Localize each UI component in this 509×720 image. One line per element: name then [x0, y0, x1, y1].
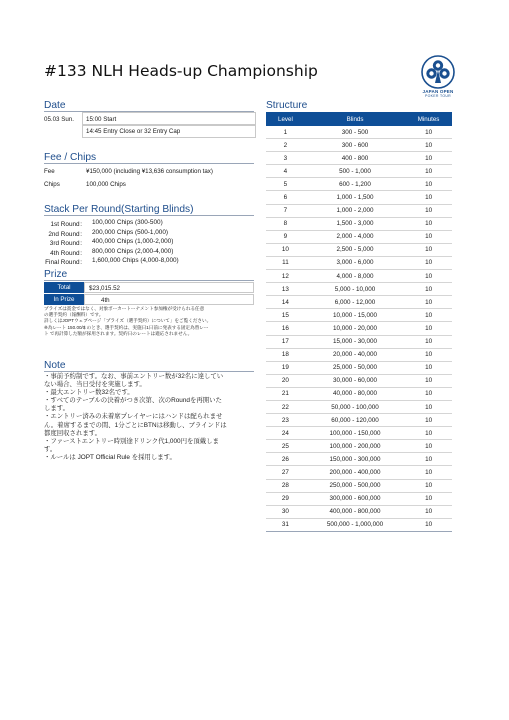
blinds-cell: 150,000 - 300,000	[305, 453, 405, 466]
prize-note-line: プライズは賞金ではなく、対象ポーカートーナメント参加権が受けられる任意	[44, 306, 205, 311]
blinds-cell: 400,000 - 800,000	[305, 505, 405, 518]
note-line: ない場合、当日受付を実施します。	[44, 381, 146, 389]
date-start: 15:00 Start	[86, 116, 117, 123]
level-cell: 10	[266, 243, 305, 256]
minutes-cell: 10	[405, 453, 452, 466]
table-row	[266, 139, 452, 152]
minutes-cell: 10	[405, 165, 452, 178]
table-row	[266, 400, 452, 413]
note-line: ・事前予約制です。なお、事前エントリー数が32名に達してい	[44, 373, 224, 380]
stack-heading: Stack Per Round(Starting Blinds)	[44, 204, 194, 215]
level-cell: 30	[266, 505, 305, 518]
table-row	[266, 518, 452, 531]
blinds-cell: 300 - 600	[305, 139, 405, 152]
level-cell: 22	[266, 400, 305, 413]
stack-row-value	[92, 248, 173, 255]
minutes-cell: 10	[405, 139, 452, 152]
level-cell: 9	[266, 230, 305, 243]
prize-heading: Prize	[44, 269, 68, 280]
minutes-cell: 10	[405, 152, 452, 165]
table-row	[266, 492, 452, 505]
blinds-cell: 100,000 - 150,000	[305, 427, 405, 440]
blinds-cell: 4,000 - 8,000	[305, 270, 405, 283]
blinds-cell: 60,000 - 120,000	[305, 414, 405, 427]
table-row	[266, 217, 452, 230]
table-row	[266, 348, 452, 361]
blinds-cell: 40,000 - 80,000	[305, 387, 405, 400]
prize-note-line: 詳しくはJOPTウェブページ「プライズ（選手契約）について」をご覧ください。	[44, 318, 212, 324]
note-line: ・最大エントリー数32名です。	[44, 389, 134, 397]
level-cell: 2	[266, 139, 305, 152]
stack-row-value	[92, 238, 173, 245]
stack-round-value: 1,600,000 Chips (4,000-8,000)	[92, 257, 179, 264]
date-heading: Date	[44, 100, 66, 111]
minutes-cell: 10	[405, 518, 452, 531]
blinds-cell: 10,000 - 15,000	[305, 309, 405, 322]
minutes-cell: 10	[405, 309, 452, 322]
blinds-cell: 250,000 - 500,000	[305, 479, 405, 492]
column-header-level: Level	[266, 112, 305, 126]
blinds-cell: 2,500 - 5,000	[305, 243, 405, 256]
minutes-cell: 10	[405, 427, 452, 440]
table-row	[266, 453, 452, 466]
blinds-cell: 400 - 800	[305, 152, 405, 165]
minutes-cell: 10	[405, 400, 452, 413]
level-cell: 26	[266, 453, 305, 466]
table-row	[266, 361, 452, 374]
prize-total-value: $23,015.52	[84, 282, 254, 293]
stack-row-value	[92, 229, 168, 236]
stack-divider	[44, 215, 254, 216]
prize-note-line: の選手契約（報酬料）です。	[44, 312, 104, 318]
table-row	[266, 270, 452, 283]
level-cell: 13	[266, 283, 305, 296]
minutes-cell: 10	[405, 505, 452, 518]
blinds-cell: 600 - 1,200	[305, 178, 405, 191]
note-line: ・ファーストエントリー時別途ドリンク代1,000円を頂戴しま	[44, 437, 219, 445]
level-cell: 7	[266, 204, 305, 217]
note-line: す。	[44, 445, 57, 453]
table-row	[266, 204, 452, 217]
note-divider	[44, 371, 254, 372]
minutes-cell: 10	[405, 296, 452, 309]
level-cell: 16	[266, 322, 305, 335]
blinds-cell: 5,000 - 10,000	[305, 283, 405, 296]
level-cell: 8	[266, 217, 305, 230]
level-cell: 28	[266, 479, 305, 492]
structure-header-row	[266, 112, 452, 126]
minutes-cell: 10	[405, 243, 452, 256]
blinds-cell: 1,500 - 3,000	[305, 217, 405, 230]
prize-total-label: Total	[44, 282, 84, 293]
stack-round-value: 100,000 Chips (300-500)	[92, 219, 163, 226]
level-cell: 23	[266, 414, 305, 427]
blinds-cell: 2,000 - 4,000	[305, 230, 405, 243]
note-list	[44, 373, 266, 462]
prize-inprize-value: 4th	[84, 294, 254, 305]
page-title: #133 NLH Heads-up Championship	[44, 62, 318, 80]
note-line: します。	[44, 405, 70, 413]
stack-round-value: 400,000 Chips (1,000-2,000)	[92, 238, 174, 245]
column-header-minutes: Minutes	[405, 112, 452, 126]
table-row	[266, 191, 452, 204]
level-cell: 15	[266, 309, 305, 322]
table-row	[266, 322, 452, 335]
minutes-cell: 10	[405, 492, 452, 505]
structure-heading: Structure	[266, 100, 308, 111]
level-cell: 5	[266, 178, 305, 191]
chips-label: Chips	[44, 181, 60, 188]
table-row	[266, 296, 452, 309]
minutes-cell: 10	[405, 204, 452, 217]
table-row	[266, 165, 452, 178]
blinds-cell: 3,000 - 6,000	[305, 256, 405, 269]
level-cell: 1	[266, 126, 305, 139]
stack-round-value: 200,000 Chips (500-1,000)	[92, 228, 169, 236]
blinds-cell: 6,000 - 12,000	[305, 296, 405, 309]
level-cell: 11	[266, 256, 305, 269]
prize-divider	[44, 280, 254, 281]
level-cell: 14	[266, 296, 305, 309]
stack-round-label: 4th Round：	[50, 249, 86, 257]
note-line: ・ルールは JOPT Official Rule を採用します。	[44, 453, 176, 461]
minutes-cell: 10	[405, 440, 452, 453]
table-row	[266, 230, 452, 243]
stack-row-value	[92, 257, 179, 264]
level-cell: 4	[266, 165, 305, 178]
blinds-cell: 500 - 1,000	[305, 165, 405, 178]
minutes-cell: 10	[405, 335, 452, 348]
chips-value: 100,000 Chips	[86, 181, 126, 188]
structure-table	[266, 112, 452, 532]
prize-note-line: ※為レート 150.00/$ のとき、選手契約は、実施日1日前に発表する固定為替レー	[44, 324, 209, 330]
blinds-cell: 50,000 - 100,000	[305, 400, 405, 413]
fee-divider	[44, 163, 254, 164]
minutes-cell: 10	[405, 230, 452, 243]
prize-notes	[44, 306, 264, 337]
level-cell: 3	[266, 152, 305, 165]
blinds-cell: 1,000 - 2,000	[305, 204, 405, 217]
date-day: 05.03 Sun.	[44, 116, 74, 123]
blinds-cell: 300,000 - 600,000	[305, 492, 405, 505]
note-line: ん。着席するまでの間、1分ごとにBTNは移動し、ブラインドは	[44, 421, 227, 429]
table-row	[266, 256, 452, 269]
minutes-cell: 10	[405, 479, 452, 492]
level-cell: 25	[266, 440, 305, 453]
table-row	[266, 126, 452, 139]
table-row	[266, 466, 452, 479]
blinds-cell: 15,000 - 30,000	[305, 335, 405, 348]
fee-heading: Fee / Chips	[44, 152, 97, 163]
structure-body	[266, 126, 452, 531]
blinds-cell: 30,000 - 60,000	[305, 374, 405, 387]
minutes-cell: 10	[405, 322, 452, 335]
stack-round-label: 1st Round：	[50, 221, 86, 228]
table-row	[266, 440, 452, 453]
note-line: ・エントリー済みの未着席プレイヤーにはハンドは配られませ	[44, 413, 223, 421]
blinds-cell: 1,000 - 1,500	[305, 191, 405, 204]
prize-note-line: ト で再計算した額が採用されます。契約日のレートは適応されません。	[44, 330, 193, 336]
fee-label: Fee	[44, 168, 55, 175]
stack-round-label: 3rd Round：	[49, 240, 86, 247]
stack-round-value: 800,000 Chips (2,000-4,000)	[92, 247, 174, 255]
date-entry-close: 14:45 Entry Close or 32 Entry Cap	[86, 128, 181, 135]
blinds-cell: 10,000 - 20,000	[305, 322, 405, 335]
minutes-cell: 10	[405, 191, 452, 204]
level-cell: 6	[266, 191, 305, 204]
blinds-cell: 100,000 - 200,000	[305, 440, 405, 453]
blinds-cell: 20,000 - 40,000	[305, 348, 405, 361]
blinds-cell: 25,000 - 50,000	[305, 361, 405, 374]
minutes-cell: 10	[405, 374, 452, 387]
fee-value: ¥150,000 (including ¥13,636 consumption tax)	[86, 168, 213, 175]
blinds-cell: 200,000 - 400,000	[305, 466, 405, 479]
table-row	[266, 152, 452, 165]
level-cell: 19	[266, 361, 305, 374]
note-line: 都度回収されます。	[44, 429, 102, 437]
level-cell: 24	[266, 427, 305, 440]
level-cell: 29	[266, 492, 305, 505]
prize-inprize-label: In Prize	[44, 294, 84, 305]
blinds-cell: 500,000 - 1,000,000	[305, 518, 405, 531]
blinds-cell: 300 - 500	[305, 126, 405, 139]
table-row	[266, 243, 452, 256]
table-row	[266, 374, 452, 387]
level-cell: 27	[266, 466, 305, 479]
table-row	[266, 387, 452, 400]
logo-subtext: POKER TOUR	[424, 94, 451, 98]
minutes-cell: 10	[405, 126, 452, 139]
level-cell: 31	[266, 518, 305, 531]
minutes-cell: 10	[405, 387, 452, 400]
level-cell: 12	[266, 270, 305, 283]
minutes-cell: 10	[405, 270, 452, 283]
level-cell: 21	[266, 387, 305, 400]
minutes-cell: 10	[405, 283, 452, 296]
minutes-cell: 10	[405, 414, 452, 427]
note-line: ・すべてのテーブルの決着がつき次第、次のRoundを再開いた	[44, 397, 222, 405]
column-header-blinds: Blinds	[305, 112, 405, 126]
minutes-cell: 10	[405, 256, 452, 269]
table-row	[266, 178, 452, 191]
level-cell: 20	[266, 374, 305, 387]
minutes-cell: 10	[405, 178, 452, 191]
table-row	[266, 414, 452, 427]
minutes-cell: 10	[405, 466, 452, 479]
level-cell: 18	[266, 348, 305, 361]
table-row	[266, 479, 452, 492]
table-row	[266, 505, 452, 518]
table-row	[266, 335, 452, 348]
stack-row-value	[92, 219, 163, 226]
level-cell: 17	[266, 335, 305, 348]
table-row	[266, 427, 452, 440]
table-row	[266, 309, 452, 322]
minutes-cell: 10	[405, 361, 452, 374]
stack-round-label: 2nd Round：	[48, 230, 86, 238]
stack-round-label: Final Round：	[45, 259, 86, 266]
logo-text: JAPAN OPEN	[422, 89, 454, 94]
table-row	[266, 283, 452, 296]
minutes-cell: 10	[405, 348, 452, 361]
note-heading: Note	[44, 360, 66, 371]
minutes-cell: 10	[405, 217, 452, 230]
